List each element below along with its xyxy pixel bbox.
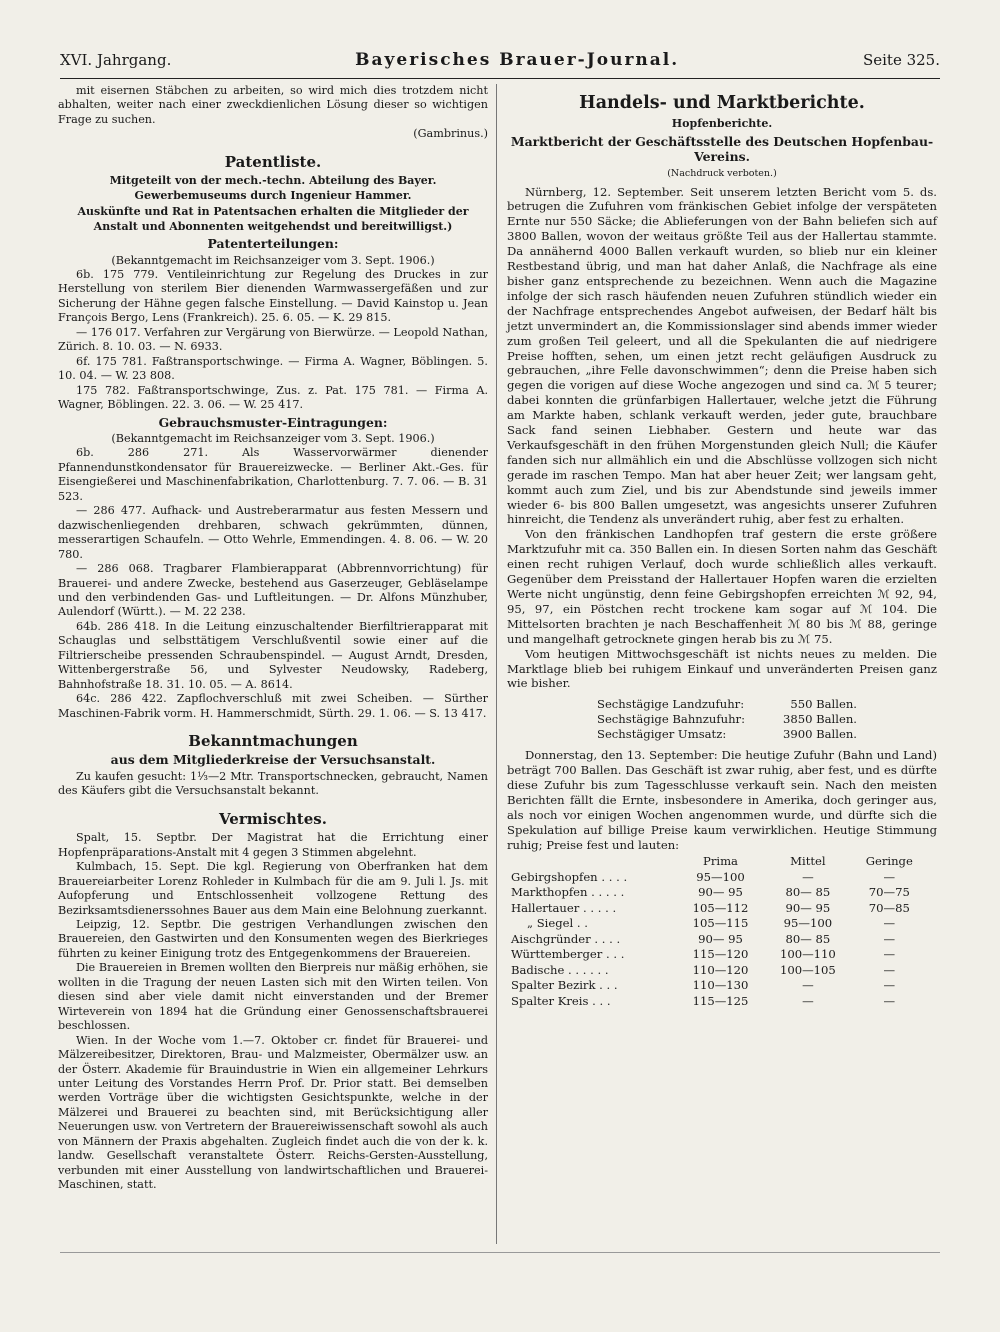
report-paragraph: Von den fränkischen Landhopfen traf gestern die erste größere Marktzufuhr mit ca. 350 Ballen ein. In diesen Sorten nahm das Geschäft einen recht ruhigen Verlauf, doch wurde schließlich alles verkauft. Gegenüber dem Preisstand der Hallertauer Hopfen waren die erzielten Werte nicht ungünstig, denn feine Gebirgshopfen erreichten ℳ 92, 94, 95, 97, ein Pöstchen recht trockene kam sogar auf ℳ 104. Die Mittelsorten brachten je nach Beschaffenheit ℳ 80 bis ℳ 88, geringe und mangelhaft getrocknete gingen herab bis zu ℳ 75. [507,527,937,646]
table-cell: 115—120 [692,947,749,962]
patent-entry: 6f. 175 781. Faßtransportschwinge. — Firma A. Wagner, Böblingen. 5. 10. 04. — W. 23 808. [58,354,488,383]
stats-value: 3850 Ballen. [782,712,857,727]
table-cell: 90— 95 [698,931,743,946]
report-paragraph: Vom heutigen Mittwochsgeschäft ist nichts neues zu melden. Die Marktlage blieb bei ruhigem Einkauf und unveränderten Preisen ganz wie bisher. [507,646,937,691]
journal-title: Bayerisches Brauer-Journal. [355,50,680,70]
stats-row [597,727,857,742]
table-cell: — [802,869,814,884]
misc-paragraph: Spalt, 15. Septbr. Der Magistrat hat die Errichtung einer Hopfenpräparations-Anstalt mit 4 gegen 3 Stimmen abgelehnt. [58,831,488,859]
table-cell: 70—75 [868,885,910,900]
patent-note-2: Auskünfte und Rat in Patentsachen erhalten die Mitglieder der Anstalt und Abonnenten weitgehendst und bereitwilligst.) [77,205,469,233]
table-cell: — [883,978,896,993]
table-row [507,900,927,916]
table-row [507,885,927,901]
table-cell: 105—112 [692,900,749,915]
table-cell: 70—85 [868,900,910,915]
market-reports-heading: Handels- und Marktberichte. [579,93,865,113]
table-cell: Badische . . . . . . [511,962,609,977]
table-cell: 90— 95 [785,900,831,915]
misc-paragraph: Wien. In der Woche vom 1.—7. Oktober cr. findet für Brauerei- und Mälzereibesitzer, Direktoren, Brau- und Malzmeister, Obermälzer usw. an der Österr. Akademie für Brauindustrie in Wien ein allgemeiner Lehrkurs unter Leitung des Vorstandes Herrn Prof. Dr. Prior statt. Bei demselben werden Vorträge über die wichtigsten Gesichtspunkte, welche in der Mälzerei und Brauerei zu beachten sind, mit Berücksichtigung aller Neuerungen usw. von Vertretern der Brauereiwissenschaft sowohl als auch von Männern der Praxis abgehalten. Zugleich findet auch die von der k. k. landw. Gesellschaft veranstaltete Österr. Reichs-Gersten-Ausstellung, verbunden mit einer Ausstellung von landwirtschaftlichen und Brauerei-Maschinen, statt. [58,1033,488,1192]
table-cell: 105—115 [692,916,749,931]
table-cell: 100—105 [779,962,836,977]
table-header-cell: Mittel [790,854,826,869]
patent-entry: 175 782. Faßtransportschwinge, Zus. z. Pat. 175 781. — Firma A. Wagner, Böblingen. 22. 3. 06. — W. 25 417. [58,383,488,412]
table-cell: — [883,869,896,884]
table-row [507,978,927,994]
hop-reports-subheading: Hopfenberichte. [671,116,773,130]
table-cell: — [802,978,814,993]
announcements-heading: Bekanntmachungen [188,732,358,751]
intro-paragraph: mit eisernen Stäbchen zu arbeiten, so wird mich dies trotzdem nicht abhalten, weiter nach einer zweckdienlichen Lösung dieser so wichtigen Frage zu suchen. [58,84,488,126]
table-row [507,993,927,1009]
table-cell: Württemberger . . . [511,947,625,962]
table-cell: 110—120 [692,962,749,977]
utility-model-entry: — 286 477. Aufhack- und Austreberarmatur aus festen Messern und dazwischenliegenden drehbaren, schwach gekrümmten, dünnen, messerartigen Schaufeln. — Otto Wehrle, Emmendingen. 4. 8. 06. — W. 20 780. [58,504,488,561]
grants-announcement: (Bekanntgemacht im Reichsanzeiger vom 3. Sept. 1906.) [111,253,435,267]
report-paragraph: Donnerstag, den 13. September: Die heutige Zufuhr (Bahn und Land) beträgt 700 Ballen. Das Geschäft ist zwar ruhig, aber fest, und es dürfte diese Zufuhr bis zum Tagesschlusse verkauft sein. Nach den meisten Berichten fällt die Ernte, insbesondere in Amerika, doch geringer aus, als noch vor einigen Wochen angenommen wurde, und dürfte sich die Spekulation auf billige Preise kaum verwirklichen. Heutige Stimmung ruhig; Preise fest und lauten: [507,748,937,852]
utility-model-entry: 6b. 286 271. Als Wasservorwärmer dienender Pfannendunstkondensator für Brauereizwecke. — Berliner Akt.-Ges. für Eisengießerei und Maschinenfabrikation, Charlottenburg. 7. 7. 06. — B. 31 523. [58,446,488,503]
gm-announcement: (Bekanntgemacht im Reichsanzeiger vom 3. Sept. 1906.) [111,431,435,445]
patent-grants-heading: Patenterteilungen: [207,236,339,252]
table-cell: Aischgründer . . . . [511,931,621,946]
table-row [507,931,927,947]
table-header-row [507,854,927,869]
table-cell: — [883,962,896,977]
intro-source: (Gambrinus.) [413,127,488,141]
right-column [507,84,937,1009]
misc-paragraph: Kulmbach, 15. Sept. Die kgl. Regierung von Oberfranken hat dem Brauereiarbeiter Lorenz Rohleder in Kulmbach für die am 9. Juli l. Js. mit Aufopferung und Entschlossenheit vollzogene Rettung des Bezirksamtsdienerssohnes Bauer aus dem Main eine Belohnung zuerkannt. [58,860,488,917]
stats-label: Sechstägige Bahnzufuhr: [597,712,745,727]
table-cell: 110—130 [692,978,749,993]
stats-row [597,712,857,727]
report-paragraph: Nürnberg, 12. September. Seit unserem letzten Bericht vom 5. ds. betrugen die Zufuhren vom fränkischen Gebiet infolge der verspäteten Ernte nur 550 Säcke; die Ablieferungen von der Bahn beliefen sich auf 3800 Ballen, wovon der weitaus größte Teil aus der Hallertau stammte. Da annähernd 4000 Ballen verkauft wurden, so blieb nur ein kleiner Restbestand übrig, und man hat daher Anlaß, die Nachfrage als eine bisher ganz entsprechende zu bezeichnen. Wenn auch die Magazine infolge der sich rasch häufenden neuen Zufuhren stündlich wieder ein der Nachfrage entsprechendes Angebot aufweisen, der Bedarf hält bis jetzt unvermindert an, die Kommissionslager sind abends immer wieder zum großen Teil geleert, und all die Spekulanten die auf niedrigere Preise hofften, sehen, um einen jetzt recht geläufigen Ausdruck zu gebrauchen, „ihre Felle davonschwimmen“; denn die Preise haben sich gegen die vorigen auf diese Woche angezogen und sind ca. ℳ 5 teurer; dabei konnten die grünfarbigen Hallertauer, welche jetzt die Führung am Markte haben, schlank verkauft werden, jeder gute, brauchbare Sack fand seinen Liebhaber. Gestern und heute war das Verkaufsgeschäft in den frühen Morgenstunden gleich Null; die Käufer fanden sich nur allmählich ein und die Abschlüsse vollzogen sich nicht gerade im raschen Tempo. Man hat aber heuer Zeit; wer langsam geht, kommt auch zum Ziel, und bis zur Abendstunde sind jeweils immer wieder 6- bis 800 Ballen umgesetzt, was angesichts unserer Zufuhren hinreicht, die Tendenz als unverändert ruhig, aber fest zu erhalten. [507,184,937,527]
table-cell: — [883,916,896,931]
table-cell: Gebirgshopfen . . . . [511,869,628,884]
table-cell: 90— 95 [698,885,743,900]
stats-label: Sechstägiger Umsatz: [597,727,727,742]
announcement-text: Zu kaufen gesucht: 1⅓—2 Mtr. Transportschnecken, gebraucht, Namen des Käufers gibt die Versuchsanstalt bekannt. [58,769,488,798]
page-header [60,50,940,76]
patent-note-1: Mitgeteilt von der mech.-techn. Abteilung des Bayer. Gewerbemuseums durch Ingenieur Hammer. [109,174,437,202]
hop-price-table [507,854,927,1008]
patent-list-heading: Patentliste. [224,152,322,171]
table-row [507,947,927,963]
utility-model-heading: Gebrauchsmuster-Eintragungen: [158,414,388,430]
table-header-cell: Geringe [865,854,913,869]
column-divider [496,84,497,1244]
table-row [507,962,927,978]
miscellaneous-heading: Vermischtes. [219,809,327,828]
table-cell: Spalter Kreis . . . [511,993,611,1008]
table-cell: — [883,993,896,1008]
table-cell: — [802,993,814,1008]
report-title: Marktbericht der Geschäftsstelle des Deutschen Hopfenbau-Vereins. [510,133,934,164]
page-bottom-rule [60,1252,940,1253]
supply-stats [597,697,857,742]
stats-value: 3900 Ballen. [782,727,857,742]
utility-model-entry: 64b. 286 418. In die Leitung einzuschaltender Bierfiltrierapparat mit Schauglas und selbsttätigem Verschlußventil sowie einer auf die Filtrierscheibe pressenden Schraubenspindel. — August Arndt, Dresden, Wittenbergerstraße 56, und Sylvester Neudowsky, Radeberg, Bahnhofstraße 18. 31. 10. 05. — A. 8614. [58,619,488,691]
table-cell: — [883,947,896,962]
table-cell: 80— 85 [785,931,831,946]
table-header-cell: Prima [703,854,738,869]
table-cell: 100—110 [779,947,836,962]
stats-value: 550 Ballen. [790,697,857,712]
table-row [507,869,927,885]
stats-row [597,697,857,712]
table-cell: Spalter Bezirk . . . [511,978,618,993]
table-cell: 95—100 [783,916,833,931]
announcements-subheading: aus dem Mitgliederkreise der Versuchsanstalt. [110,752,436,768]
table-row [507,916,927,932]
table-cell: Hallertauer . . . . . [511,900,617,915]
table-cell: 115—125 [692,993,749,1008]
table-cell: Markthopfen . . . . . [511,885,625,900]
misc-paragraph: Die Brauereien in Bremen wollten den Bierpreis nur mäßig erhöhen, sie wollten in die Tragung der neuen Lasten sich mit den Wirten teilen. Von diesen sind aber viele damit nicht einverstanden und der Bremer Wirteverein von 1894 hat die Gründung einer Genossenschaftsbrauerei beschlossen. [58,961,488,1033]
patent-entry: 6b. 175 779. Ventileinrichtung zur Regelung des Druckes in zur Herstellung von sterilem Bier dienenden Warmwassergefäßen und zur Sicherung der Hähne gegen falsche Einstellung. — David Kainstop u. Jean François Bergo, Lens (Frankreich). 25. 6. 05. — K. 29 815. [58,267,488,325]
utility-model-entry: — 286 068. Tragbarer Flambierapparat (Abbrennvorrichtung) für Brauerei- und andere Zwecke, bestehend aus Gaserzeuger, Gebläselampe und den verbindenden Gas- und Luftleitungen. — Dr. Alfons Münzhuber, Aulendorf (Württ.). — M. 22 238. [58,562,488,619]
page-number: Seite 325. [862,51,940,69]
header-rule [60,78,940,79]
patent-entry: — 176 017. Verfahren zur Vergärung von Bierwürze. — Leopold Nathan, Zürich. 8. 10. 03. — N. 6933. [58,325,488,354]
stats-label: Sechstägige Landzufuhr: [597,697,745,712]
reprint-note: (Nachdruck verboten.) [667,167,777,179]
misc-paragraph: Leipzig, 12. Septbr. Die gestrigen Verhandlungen zwischen den Brauereien, den Gastwirten und den Konsumenten wegen des Bierkrieges führten zu keiner Einigung trotz des Entgegenkommens der Brauereien. [58,918,488,960]
table-cell: — [883,931,896,946]
table-cell: 95—100 [696,869,745,884]
volume-label: XVI. Jahrgang. [60,51,172,69]
table-header-cell [507,854,677,869]
table-cell: 80— 85 [785,885,831,900]
left-column [58,84,488,1193]
utility-model-entry: 64c. 286 422. Zapflochverschluß mit zwei Scheiben. — Sürther Maschinen-Fabrik vorm. H. Hammerschmidt, Sürth. 29. 1. 06. — S. 13 417. [58,692,488,720]
table-cell: „ Siegel . . [527,916,588,931]
